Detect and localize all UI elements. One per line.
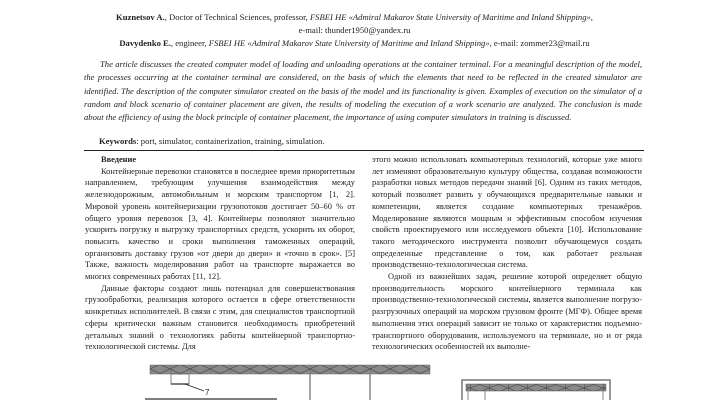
paragraph: Контейнерные перевозки становятся в последнее время приоритетным направлением, требующим улучшения взаимодействия между железнодорожным, автомобильным и морским транспортом [1, 2]. Мировой уровень контейнеризации грузопотоков достигает 50–60 % от общего уровня перевозок [3, 4]. Контейнеры позволяют значительно ускорить погрузку и выгрузку транспортных средств, ускорить их оборот, повысить качество и сроки выполнения таможенных операций, организовать доставку грузов «от двери до двери» и «точно в срок». [5] Также, важность моделирования работ на транспорте выражается во многих современных работах [11, 12]. <box>85 166 355 282</box>
paragraph: Данные факторы создают лишь потенциал для совершенствования грузообработки, реализация которого остается в сфере ответственности конкретных исполнителей. В связи с этим, для специалистов транспортной сферы критически важным становится необходимость приобретений детальных знаний о технологиях работы контейнерной транспортно-технологической системы. Для <box>85 283 355 352</box>
quay-crane-drawing <box>462 380 610 400</box>
keywords: Keywords: port, simulator, containerization, training, simulation. <box>99 136 325 146</box>
author-block <box>0 11 709 50</box>
author-1-email: e-mail: thunder1950@yandex.ru <box>298 25 411 35</box>
callout-label: 7 <box>205 388 210 397</box>
section-divider <box>84 150 644 151</box>
paragraph: Одной из важнейших задач, решение которой определяет общую производительность морского контейнерного терминала как производственно-технологической системы, является выполнение погрузо-разгрузочных операций на морском грузовом фронте (МГФ). Общее время выполнения этих операций зависит не только от характеристик подъемно-транспортного оборудования, используемого на терминале, но и от ряда технологических особенностей их выполне- <box>372 272 642 352</box>
author-2: Davydenko E., engineer, FSBEI HE «Admiral Makarov State University of Maritime and Inland Shipping», e-mail: zommer23@mail.ru <box>119 38 590 48</box>
gantry-crane-drawing <box>145 365 430 400</box>
author-1: Kuznetsov A., Doctor of Technical Sciences, professor, FSBEI HE «Admiral Makarov State University of Maritime and Inland Shipping», <box>116 12 593 22</box>
paragraph: этого можно использовать компьютерных технологий, которые уже много лет изменяют образовательную культуру общества, создавая возможности разработки новых методов передачи знаний [6]. Одним из таких методов, который позволяет развить у обучающихся предварительные навыки и компетенции, является создание компьютерных тренажёров. Моделирование являются мощным и эффективным способом изучения свойств проектируемого или исследуемого объекта [10]. Использование такого методического инструмента позволит обучающемуся создать определенные представление о том, как работает реальная производственно-технологическая система. <box>372 155 642 270</box>
section-heading: Введение <box>101 155 137 164</box>
terminal-crane-figure <box>0 360 709 400</box>
right-column <box>372 154 642 353</box>
left-column <box>85 154 355 353</box>
abstract: The article discusses the created computer model of loading and unloading operations at the container terminal. For a meaningful description of the model, the processes occurring at the container terminal are considered, on the basis of which the elements that need to be reflected in the created simulator are identified. The description of the computer simulator created on the basis of the model and its functionality is given. Examples of execution on the simulator of a random and block scenario of container placement are given, the results of modeling the execution of a work scenario are analyzed. The conclusion is made about the efficiency of using the block principle of container placement, the importance of using computer simulators in training is discussed. <box>84 59 642 123</box>
